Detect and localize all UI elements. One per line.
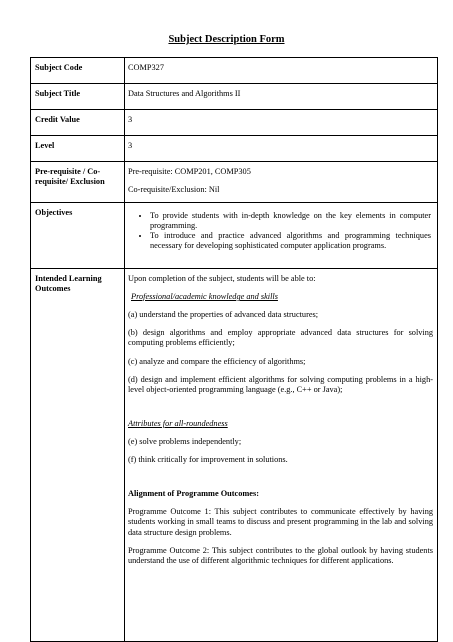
value-credit-value: 3	[125, 110, 438, 136]
alignment-heading: Alignment of Programme Outcomes:	[128, 489, 259, 499]
programme-outcome-1: Programme Outcome 1: This subject contributes to communicate effectively by having students working in small teams to discuss and present programming in the lab and solving data structure design problems.	[128, 507, 433, 537]
label-learning-outcomes: Intended Learning Outcomes	[31, 269, 125, 642]
subject-table	[30, 57, 438, 642]
row-prerequisite	[31, 162, 438, 203]
label-subject-title: Subject Title	[31, 84, 125, 110]
ilo-e: (e) solve problems independently;	[128, 436, 242, 446]
ilo-a: (a) understand the properties of advanced data structures;	[128, 310, 319, 320]
ilo-c: (c) analyze and compare the efficiency of algorithms;	[128, 356, 306, 366]
programme-outcome-2: Programme Outcome 2: This subject contributes to the global outlook by having students understand the use of different algorithmic techniques for different applications.	[128, 545, 433, 565]
row-learning-outcomes	[31, 269, 438, 642]
ilo-intro: Upon completion of the subject, students will be able to:	[128, 274, 316, 283]
value-subject-code: COMP327	[125, 58, 438, 84]
value-prerequisite	[125, 162, 438, 203]
label-objectives: Objectives	[31, 203, 125, 269]
row-objectives	[31, 203, 438, 269]
ilo-heading-attributes: Attributes for all-roundedness	[128, 418, 228, 428]
corequisite-line: Co-requisite/Exclusion: Nil	[128, 185, 220, 195]
label-credit-value: Credit Value	[31, 110, 125, 136]
ilo-d: (d) design and implement efficient algorithms for solving computing problems in a high-level object-oriented programming language (e.g., C++ or Java);	[128, 374, 433, 394]
ilo-f: (f) think critically for improvement in solutions.	[128, 455, 288, 465]
value-level: 3	[125, 136, 438, 162]
label-prerequisite: Pre-requisite / Co-requisite/ Exclusion	[31, 162, 125, 203]
objectives-list	[128, 211, 433, 251]
row-subject-title	[31, 84, 438, 110]
label-subject-code: Subject Code	[31, 58, 125, 84]
value-learning-outcomes	[125, 269, 438, 642]
objective-item: • To introduce and practice advanced algorithms and programming techniques necessary for developing sophisticated computer application programs.	[150, 231, 433, 251]
value-subject-title: Data Structures and Algorithms II	[125, 84, 438, 110]
ilo-heading-professional: Professional/academic knowledge and skills	[131, 292, 278, 302]
row-credit-value	[31, 110, 438, 136]
value-objectives	[125, 203, 438, 269]
objective-item: • To provide students with in-depth knowledge on the key elements in computer programming.	[150, 211, 433, 231]
ilo-b: (b) design algorithms and employ appropriate advanced data structures for solving computing problems efficiently;	[128, 328, 433, 348]
row-subject-code	[31, 58, 438, 84]
row-level	[31, 136, 438, 162]
label-level: Level	[31, 136, 125, 162]
prerequisite-line: Pre-requisite: COMP201, COMP305	[128, 167, 251, 176]
form-title: Subject Description Form	[168, 34, 285, 45]
